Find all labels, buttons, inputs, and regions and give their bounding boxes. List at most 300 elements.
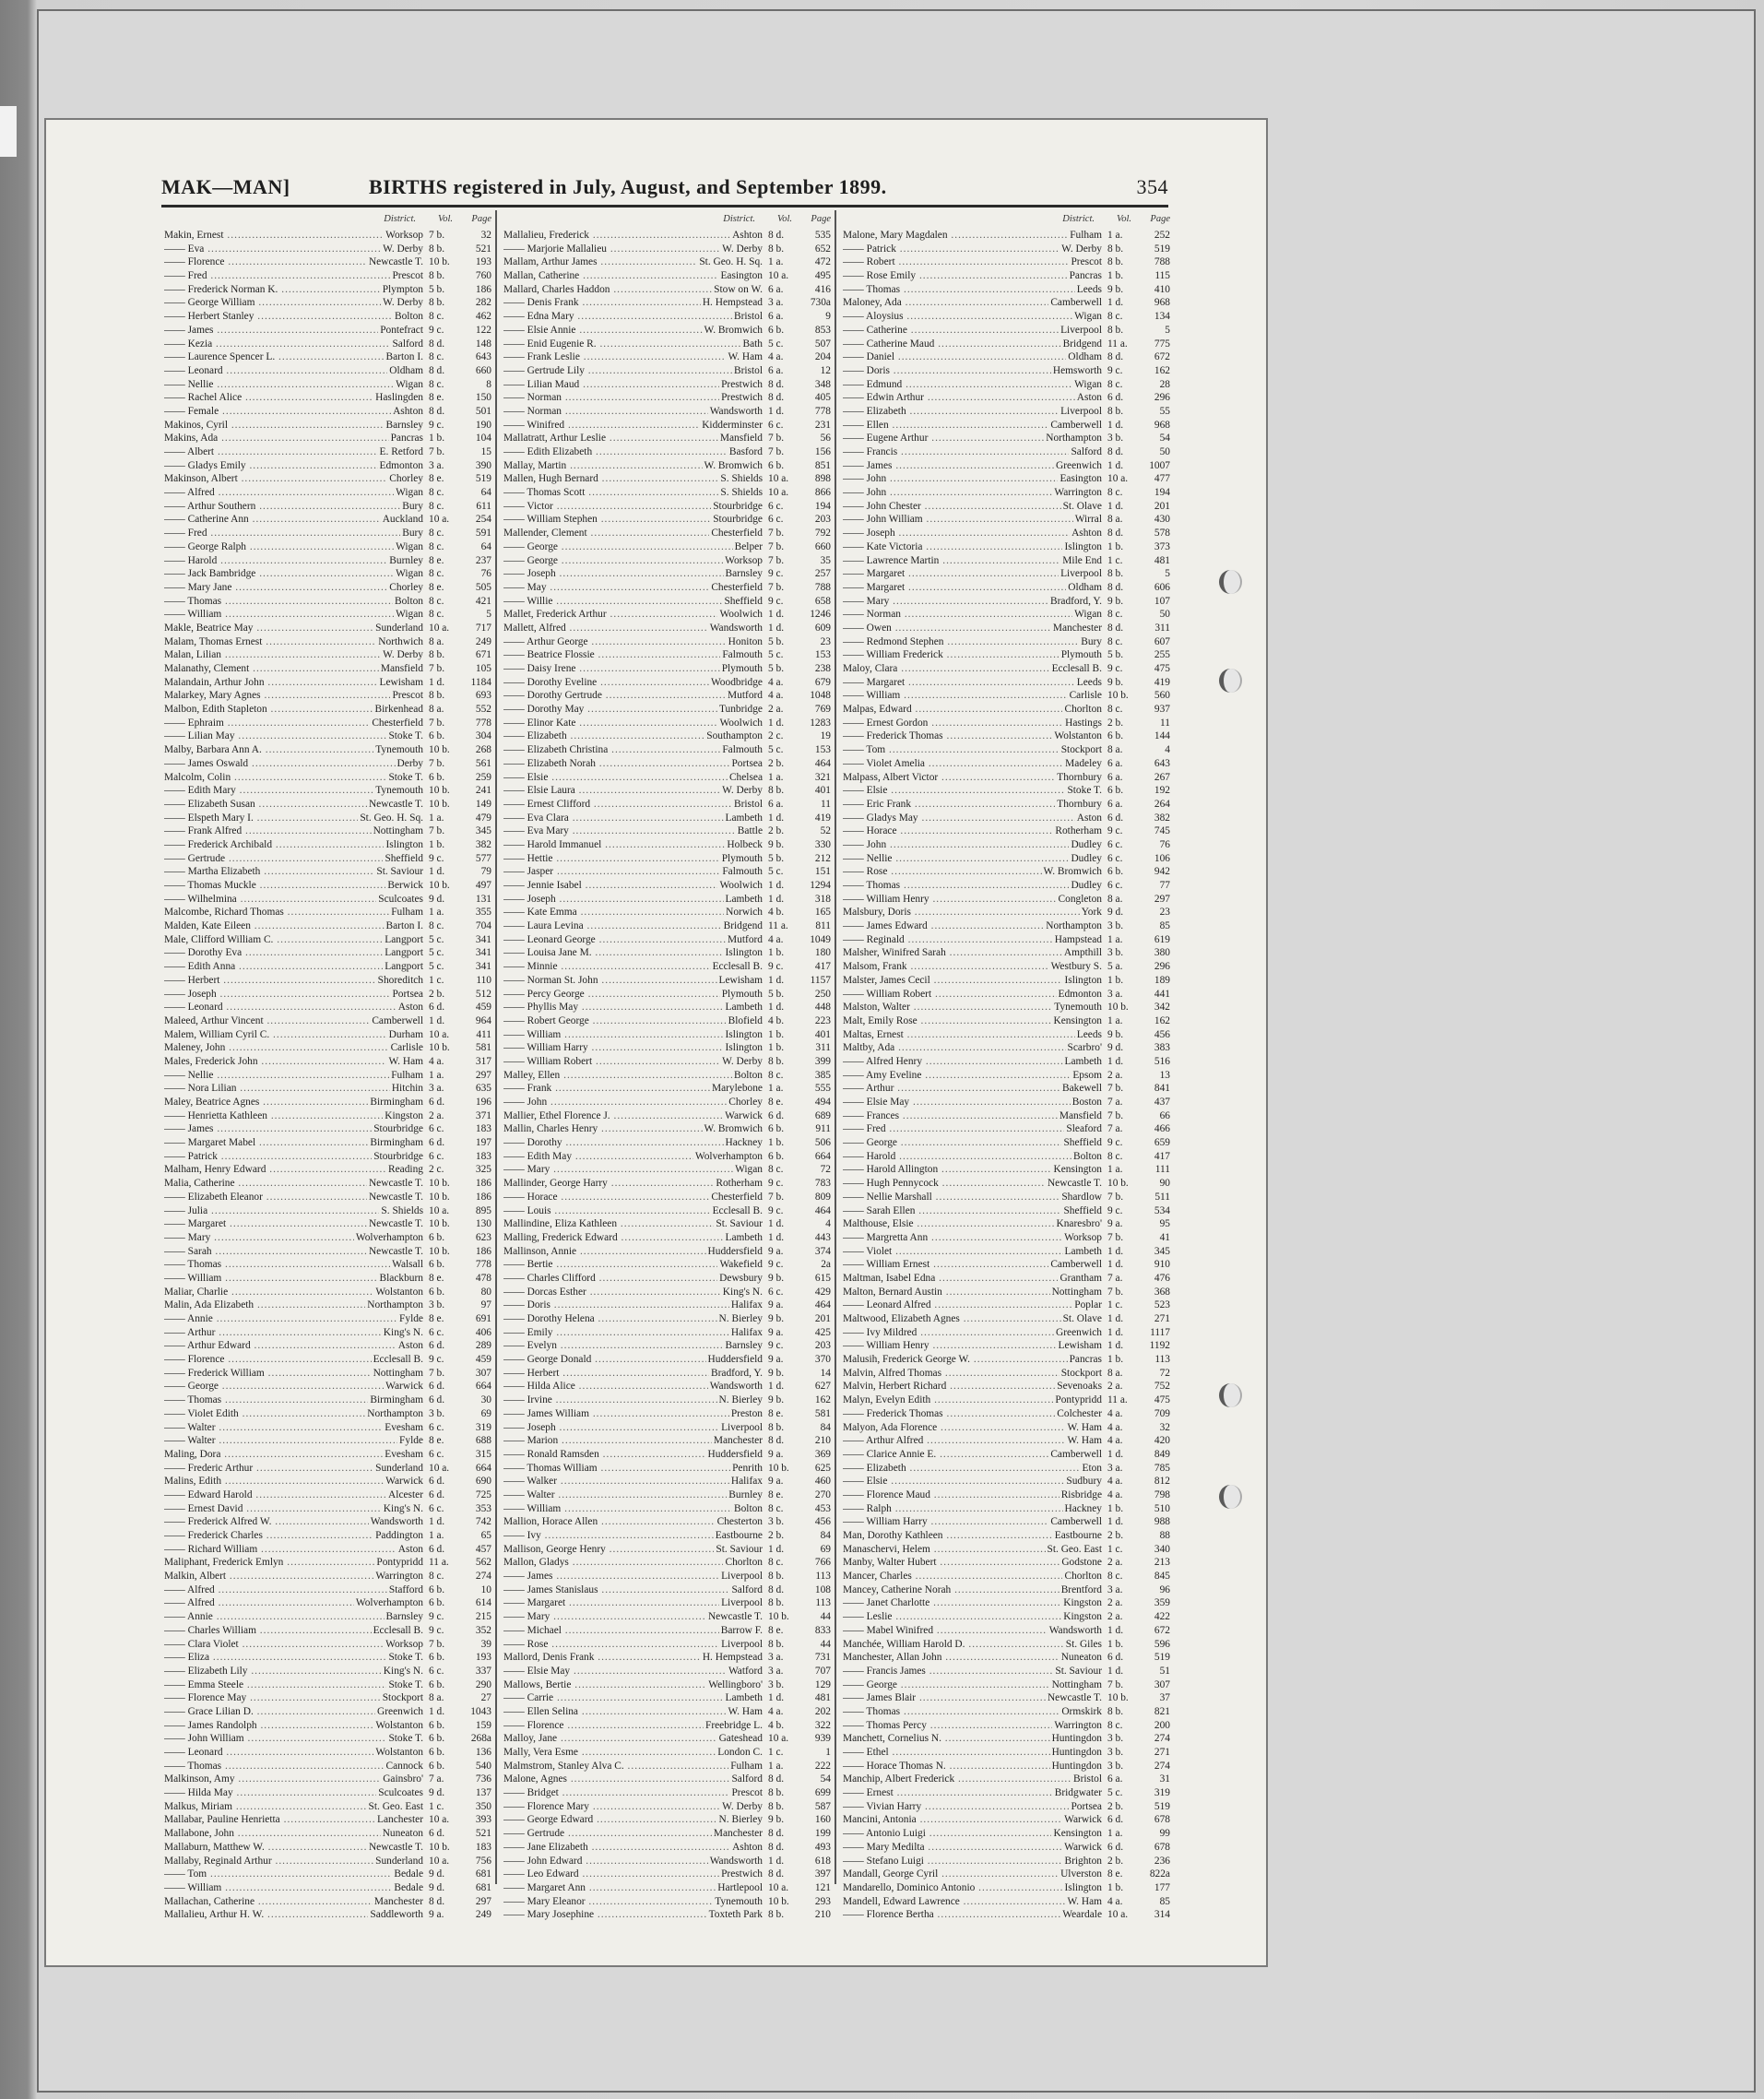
index-entry (164, 689, 491, 703)
entry-volume: 8 b. (429, 270, 445, 282)
index-entry (164, 1800, 491, 1814)
entry-volume: 2 b. (429, 988, 445, 1000)
entry-volume: 6 a. (768, 364, 784, 376)
entry-page: 625 (814, 1462, 831, 1474)
index-entry (503, 1786, 831, 1800)
entry-name: —— Elsie May ..... (503, 1665, 727, 1678)
entry-page: 910 (1154, 1259, 1170, 1271)
entry-name: —— Catherine Maud ..... (843, 338, 1061, 351)
entry-name: —— Sarah ..... (164, 1245, 367, 1259)
entry-volume: 1 a. (429, 907, 444, 919)
index-entry (503, 459, 831, 473)
entry-page: 635 (475, 1083, 491, 1095)
index-entry (843, 893, 1170, 907)
entry-name: —— Dorothy Gertrude ..... (503, 689, 726, 703)
entry-volume: 3 a. (1107, 988, 1123, 1000)
entry-district: Salford (731, 1773, 763, 1785)
entry-name: —— George ..... (843, 1678, 1050, 1692)
entry-page: 270 (814, 1488, 831, 1500)
entry-page: 314 (1154, 1909, 1170, 1921)
entry-page: 841 (1154, 1083, 1170, 1095)
index-entry (843, 1556, 1170, 1570)
index-entry (843, 567, 1170, 581)
index-entry (164, 824, 491, 838)
index-entry (843, 865, 1170, 879)
entry-page: 293 (814, 1895, 831, 1907)
entry-volume: 6 a. (1107, 798, 1123, 810)
entry-page: 271 (1154, 1313, 1170, 1324)
index-entry (843, 1136, 1170, 1150)
entry-district: Basford (728, 446, 763, 457)
entry-page: 345 (475, 825, 491, 837)
entry-volume: 8 c. (1107, 635, 1123, 647)
entry-district: Kensington (1053, 1164, 1102, 1176)
entry-page: 809 (814, 1191, 831, 1203)
entry-volume: 9 c. (1107, 825, 1123, 837)
entry-name: —— Ethel ..... (843, 1746, 1050, 1760)
entry-name: —— Percy George ..... (503, 988, 720, 1002)
entry-page: 736 (475, 1773, 491, 1785)
entry-name: Mallam, Arthur James ..... (503, 255, 697, 269)
entry-volume: 10 b. (429, 1042, 450, 1054)
index-entry (164, 879, 491, 893)
entry-page: 23 (820, 635, 831, 647)
entry-district: Kingston (1063, 1597, 1102, 1609)
entry-name: —— Gladys May ..... (843, 812, 1075, 825)
index-entry (503, 1177, 831, 1191)
entry-page: 652 (814, 243, 831, 255)
entry-volume: 3 a. (1107, 1462, 1123, 1474)
entry-volume: 10 a. (768, 473, 789, 485)
entry-district: Southampton (706, 730, 763, 742)
index-entry (843, 1069, 1170, 1083)
entry-volume: 9 b. (1107, 595, 1124, 607)
entry-district: King's N. (383, 1502, 423, 1514)
entry-page: 591 (475, 528, 491, 540)
entry-district: Chesterfield (711, 581, 763, 593)
entry-name: —— Arthur George ..... (503, 635, 727, 649)
entry-district: Ashton (732, 230, 763, 241)
entry-page: 194 (1154, 487, 1170, 499)
entry-volume: 8 c. (1107, 487, 1123, 499)
entry-name: —— Elsie ..... (503, 771, 728, 785)
entry-name: —— Joseph ..... (843, 527, 1070, 540)
entry-volume: 8 d. (768, 1583, 785, 1595)
index-entry (843, 1041, 1170, 1055)
entry-volume: 10 a. (429, 1855, 450, 1867)
entry-page: 27 (480, 1692, 491, 1704)
entry-district: Wandsworth (709, 622, 763, 634)
entry-name: —— John Chester ..... (843, 500, 1061, 514)
entry-name: —— Owen ..... (843, 622, 1051, 635)
entry-volume: 2 b. (1107, 1800, 1124, 1812)
index-entry (843, 486, 1170, 500)
entry-page: 849 (1154, 1448, 1170, 1460)
entry-name: —— James Edward ..... (843, 919, 1044, 933)
entry-district: Haslingden (375, 392, 423, 404)
entry-district: Easington (720, 270, 763, 282)
entry-name: Maley, Beatrice Agnes ..... (164, 1096, 368, 1109)
entry-name: Manchée, William Harold D. ..... (843, 1638, 1064, 1652)
entry-page: 581 (814, 1407, 831, 1419)
entry-name: Malyn, Evelyn Edith ..... (843, 1393, 1053, 1407)
entry-page: 562 (475, 1557, 491, 1569)
index-entry (503, 648, 831, 662)
index-entry (843, 1204, 1170, 1218)
entry-volume: 6 a. (1107, 1773, 1123, 1785)
index-entry (843, 255, 1170, 269)
index-entry (164, 648, 491, 662)
entry-district: Hampstead (1054, 933, 1102, 945)
entry-page: 606 (1154, 581, 1170, 593)
entry-page: 681 (475, 1881, 491, 1893)
index-entry (843, 1177, 1170, 1191)
entry-name: —— Elizabeth ..... (843, 405, 1059, 419)
entry-district: W. Ham (1067, 1435, 1102, 1447)
entry-name: Males, Frederick John ..... (164, 1055, 386, 1069)
entry-volume: 7 b. (1107, 1231, 1124, 1243)
entry-name: —— Enid Eugenie R. ..... (503, 338, 740, 351)
entry-name: —— Norman ..... (503, 405, 708, 419)
entry-page: 189 (1154, 974, 1170, 986)
entry-page: 742 (475, 1516, 491, 1528)
entry-district: Stockport (1060, 1367, 1102, 1379)
entry-district: Halifax (730, 1476, 763, 1488)
entry-district: Wolstanton (375, 1719, 423, 1731)
index-entry (843, 974, 1170, 988)
index-entry (164, 743, 491, 757)
index-entry (503, 703, 831, 717)
index-entry (503, 1732, 831, 1746)
entry-name: —— Margaret Ann ..... (503, 1881, 716, 1895)
entry-volume: 1 c. (429, 1800, 444, 1812)
entry-page: 511 (1154, 1191, 1170, 1203)
index-entry (164, 405, 491, 419)
entry-name: —— Harold Immanuel ..... (503, 838, 725, 852)
index-entry (164, 243, 491, 256)
entry-page: 459 (475, 1354, 491, 1366)
entry-name: —— Victor ..... (503, 500, 711, 514)
entry-page: 341 (475, 947, 491, 959)
entry-volume: 8 c. (429, 378, 444, 390)
entry-volume: 7 a. (1107, 1097, 1123, 1108)
entry-page: 110 (476, 974, 491, 986)
entry-district: Pancras (1069, 1354, 1102, 1366)
entry-volume: 1 b. (1107, 1881, 1124, 1893)
entry-volume: 1 d. (768, 405, 785, 417)
index-entry (164, 703, 491, 717)
entry-volume: 4 b. (768, 1719, 785, 1731)
entry-page: 32 (1159, 1421, 1170, 1433)
index-entry (843, 1258, 1170, 1272)
index-entry (164, 1001, 491, 1014)
entry-name: Mallard, Charles Haddon ..... (503, 283, 712, 297)
entry-volume: 6 a. (768, 311, 784, 323)
entry-volume: 10 a. (768, 270, 789, 282)
punch-hole-4 (1219, 1485, 1242, 1509)
entry-volume: 8 a. (429, 1692, 444, 1704)
entry-page: 76 (1159, 838, 1170, 850)
index-entry (164, 1488, 491, 1502)
index-entry (843, 1272, 1170, 1286)
entry-name: —— George Edward ..... (503, 1813, 717, 1827)
entry-name: —— Denis Frank ..... (503, 296, 701, 310)
entry-page: 1007 (1149, 459, 1170, 471)
entry-volume: 8 c. (1107, 609, 1123, 621)
entry-page: 457 (475, 1543, 491, 1555)
entry-page: 215 (475, 1611, 491, 1623)
index-entry (164, 1624, 491, 1638)
entry-page: 297 (475, 1069, 491, 1081)
entry-district: Warwick (385, 1381, 423, 1393)
index-entry (164, 513, 491, 527)
entry-volume: 11 a. (1107, 338, 1128, 350)
index-entry (843, 1055, 1170, 1069)
entry-name: —— Robert George ..... (503, 1014, 727, 1028)
entry-district: St. Saviour (1055, 1665, 1102, 1677)
entry-name: —— Reginald ..... (843, 933, 1053, 947)
entry-district: Thornbury (1057, 771, 1102, 783)
entry-volume: 7 b. (429, 446, 445, 457)
entry-volume: 9 c. (768, 1204, 784, 1216)
entry-name: —— Daniel ..... (843, 350, 1066, 364)
entry-district: Wolverhampton (694, 1150, 763, 1162)
entry-district: Liverpool (721, 1421, 763, 1433)
entry-name: —— Walter ..... (503, 1488, 727, 1502)
entry-volume: 10 b. (1107, 1002, 1129, 1014)
entry-page: 267 (1154, 771, 1170, 783)
index-entry (843, 378, 1170, 392)
index-entry (843, 1502, 1170, 1516)
index-entry (503, 946, 831, 960)
entry-volume: 8 b. (768, 1055, 785, 1067)
entry-district: Wirral (1074, 514, 1102, 526)
entry-volume: 7 b. (768, 1191, 785, 1203)
entry-volume: 6 a. (768, 798, 784, 810)
entry-district: N. Bierley (718, 1313, 763, 1324)
entry-name: —— Robert ..... (843, 255, 1069, 269)
entry-district: Prescot (392, 690, 423, 702)
entry-page: 14 (820, 1367, 831, 1379)
entry-district: Portsea (392, 988, 423, 1000)
index-entry (503, 865, 831, 879)
entry-district: N. Bierley (718, 1394, 763, 1406)
index-entry (164, 1827, 491, 1841)
index-entry (503, 1908, 831, 1922)
entry-district: Langport (385, 961, 423, 973)
entry-name: Malloy, Jane ..... (503, 1732, 717, 1746)
index-entry (164, 933, 491, 947)
entry-page: 199 (814, 1828, 831, 1840)
entry-name: Malsher, Winifred Sarah ..... (843, 946, 1062, 960)
entry-district: Newcastle T. (368, 1245, 423, 1257)
entry-name: —— Horace Thomas N. ..... (843, 1760, 1050, 1773)
entry-volume: 5 b. (1107, 649, 1124, 661)
entry-district: Knaresbro' (1056, 1218, 1102, 1230)
entry-district: Ashton (393, 405, 423, 417)
index-entry (164, 1028, 491, 1042)
entry-page: 131 (475, 893, 491, 905)
entry-volume: 8 e. (429, 1272, 444, 1284)
entry-page: 186 (475, 1191, 491, 1203)
entry-page: 30 (480, 1394, 491, 1406)
entry-page: 203 (814, 514, 831, 526)
entry-district: Shoreditch (377, 974, 423, 986)
entry-name: —— Edith Anna ..... (164, 960, 383, 974)
entry-volume: 3 b. (429, 1299, 445, 1311)
entry-district: Northwich (378, 635, 423, 647)
entry-name: —— Thomas William ..... (503, 1462, 730, 1476)
entry-district: Brentford (1060, 1583, 1102, 1595)
entry-name: Manby, Walter Hubert ..... (843, 1556, 1060, 1570)
entry-name: Mallon, Gladys ..... (503, 1556, 723, 1570)
index-entry (843, 1827, 1170, 1841)
index-entry (843, 689, 1170, 703)
entry-volume: 1 c. (1107, 1299, 1123, 1311)
entry-page: 964 (475, 1014, 491, 1026)
entry-name: —— Florence Mary ..... (503, 1800, 720, 1814)
entry-district: St. Saviour (376, 866, 423, 878)
entry-page: 399 (814, 1055, 831, 1067)
entry-name: Malster, James Cecil ..... (843, 974, 1062, 988)
index-entry (164, 1855, 491, 1868)
entry-district: Halifax (730, 1299, 763, 1311)
index-entry (843, 1367, 1170, 1381)
index-entry (503, 717, 831, 730)
index-entry (843, 1380, 1170, 1393)
entry-name: —— Louis ..... (503, 1204, 711, 1218)
entry-volume: 7 b. (768, 433, 785, 445)
punch-hole-2 (1219, 669, 1242, 693)
index-entry (843, 1326, 1170, 1340)
entry-page: 85 (1159, 920, 1170, 932)
entry-page: 183 (475, 1150, 491, 1162)
entry-district: Islington (385, 838, 423, 850)
entry-volume: 8 b. (1107, 243, 1124, 255)
entry-district: Wolverhampton (355, 1231, 423, 1243)
entry-page: 106 (1154, 852, 1170, 864)
entry-name: Maltby, Ada ..... (843, 1041, 1066, 1055)
entry-name: —— George William ..... (164, 296, 381, 310)
entry-page: 352 (475, 1624, 491, 1636)
entry-name: Malandain, Arthur John ..... (164, 676, 378, 690)
index-entry (503, 771, 831, 785)
entry-volume: 6 d. (429, 1381, 445, 1393)
index-entry (164, 255, 491, 269)
entry-page: 519 (1154, 1800, 1170, 1812)
entry-name: —— Eugene Arthur ..... (843, 432, 1044, 445)
entry-name: Manchett, Cornelius N. ..... (843, 1732, 1050, 1746)
entry-district: W. Ham (1067, 1895, 1102, 1907)
entry-page: 430 (1154, 514, 1170, 526)
entry-page: 968 (1154, 419, 1170, 431)
entry-district: Pontypridd (376, 1557, 423, 1569)
index-entry (843, 771, 1170, 785)
entry-page: 165 (814, 907, 831, 919)
index-entry (843, 1393, 1170, 1407)
index-entry (503, 689, 831, 703)
entry-district: Stockport (382, 1692, 423, 1704)
entry-district: Lambeth (725, 893, 763, 905)
entry-district: Dewsbury (719, 1272, 763, 1284)
entry-volume: 9 c. (429, 1624, 444, 1636)
entry-volume: 10 b. (429, 785, 450, 797)
entry-volume: 8 c. (429, 595, 444, 607)
entry-name: —— Thomas ..... (164, 1258, 390, 1272)
entry-page: 466 (1154, 1123, 1170, 1135)
entry-district: Sculcoates (378, 1787, 423, 1799)
entry-name: —— Leonard George ..... (503, 933, 726, 947)
entry-name: —— Bertie ..... (503, 1258, 717, 1272)
entry-district: Islington (725, 1028, 763, 1040)
entry-volume: 10 b. (429, 256, 450, 268)
entry-volume: 8 b. (429, 690, 445, 702)
entry-name: —— John ..... (503, 1096, 727, 1109)
entry-name: Makins, Ada ..... (164, 432, 389, 445)
index-entry (164, 771, 491, 785)
entry-district: Scarbro' (1067, 1042, 1102, 1054)
entry-volume: 1 d. (1107, 1624, 1124, 1636)
index-entry (503, 824, 831, 838)
entry-page: 28 (1159, 378, 1170, 390)
entry-volume: 9 c. (429, 852, 444, 864)
entry-page: 345 (1154, 1245, 1170, 1257)
entry-volume: 5 c. (1107, 1787, 1123, 1799)
entry-district: Lambeth (725, 812, 763, 824)
entry-name: —— Dorcas Esther ..... (503, 1286, 721, 1299)
entry-volume: 10 b. (1107, 690, 1129, 702)
entry-name: —— Mary ..... (164, 1231, 354, 1245)
entry-volume: 9 d. (429, 893, 445, 905)
index-entry (503, 1204, 831, 1218)
entry-name: Mallabone, John ..... (164, 1827, 381, 1841)
entry-volume: 6 b. (429, 1597, 445, 1609)
entry-list (503, 229, 831, 1922)
index-entry (843, 919, 1170, 933)
entry-name: —— Kate Victoria ..... (843, 540, 1062, 554)
index-entry (164, 1691, 491, 1705)
index-entry (503, 405, 831, 419)
index-entry (503, 1596, 831, 1610)
entry-volume: 8 c. (429, 1571, 444, 1583)
entry-page: 353 (475, 1502, 491, 1514)
entry-page: 237 (475, 554, 491, 566)
entry-page: 464 (814, 1204, 831, 1216)
index-entry (843, 757, 1170, 771)
entry-volume: 9 c. (1107, 364, 1123, 376)
entry-volume: 8 a. (429, 635, 444, 647)
entry-page: 745 (1154, 825, 1170, 837)
entry-volume: 2 b. (1107, 1855, 1124, 1867)
entry-district: Honiton (728, 635, 763, 647)
entry-volume: 8 b. (1107, 256, 1124, 268)
entry-name: —— Margaret Mabel ..... (164, 1136, 368, 1150)
entry-volume: 10 a. (768, 1881, 789, 1893)
entry-name: Maling, Dora ..... (164, 1448, 383, 1462)
index-entry (843, 812, 1170, 825)
index-entry (164, 1204, 491, 1218)
entry-district: Wigan (1074, 609, 1102, 621)
entry-page: 752 (1154, 1381, 1170, 1393)
entry-page: 297 (1154, 893, 1170, 905)
index-entry (164, 757, 491, 771)
entry-page: 437 (1154, 1097, 1170, 1108)
entry-page: 441 (1154, 988, 1170, 1000)
entry-name: —— Martha Elizabeth ..... (164, 865, 374, 879)
index-entry (503, 513, 831, 527)
entry-volume: 6 c. (768, 514, 784, 526)
index-entry (164, 838, 491, 852)
